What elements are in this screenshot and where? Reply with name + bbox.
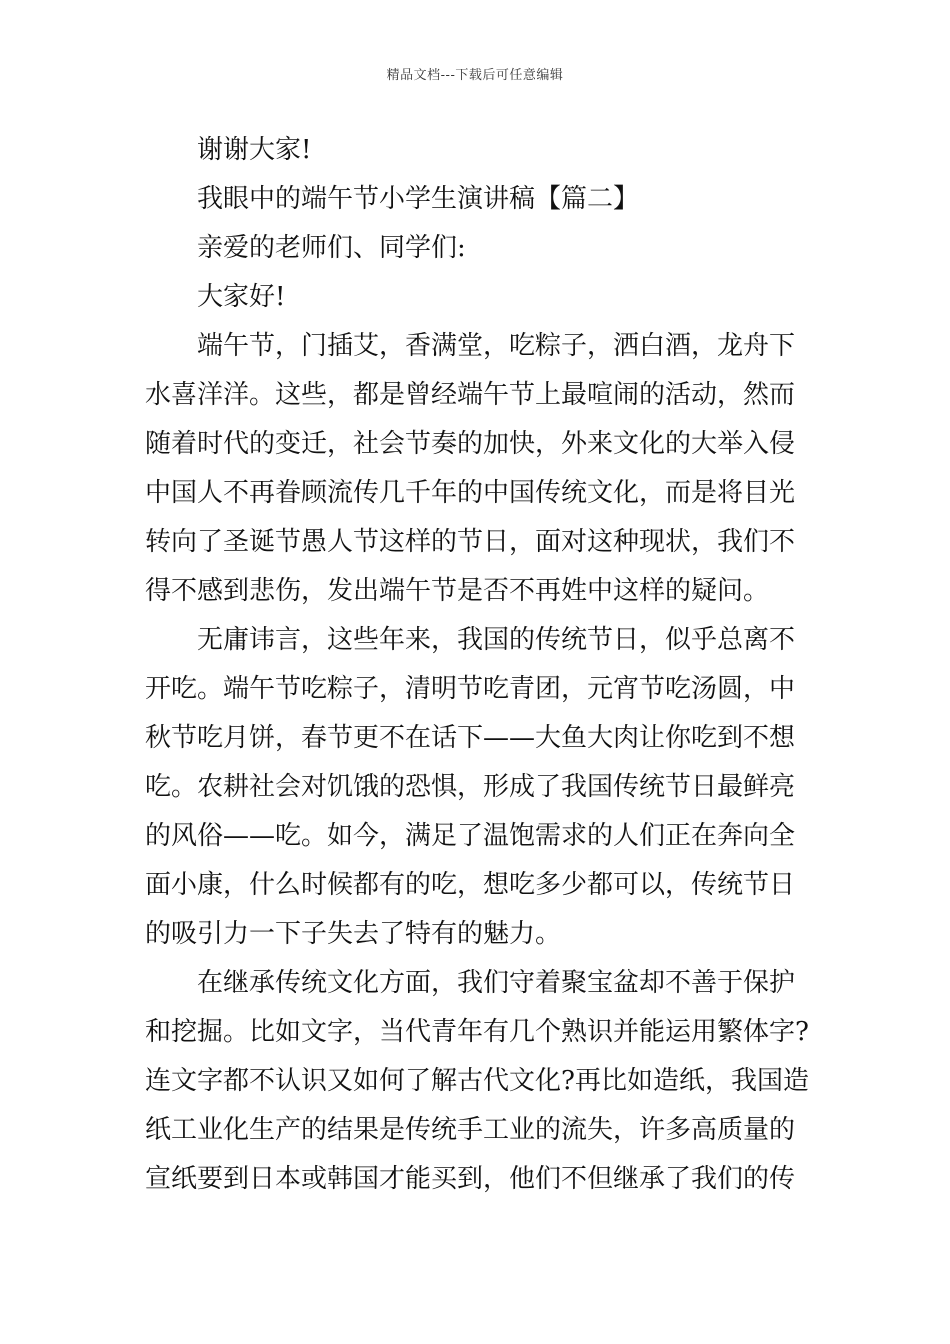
paragraph-2-line: 吃。农耕社会对饥饿的恐惧，形成了我国传统节日最鲜亮	[145, 772, 796, 802]
paragraph-1-line: 随着时代的变迁，社会节奏的加快，外来文化的大举入侵	[145, 429, 796, 459]
paragraph-1-line: 水喜洋洋。这些，都是曾经端午节上最喧闹的活动，然而	[145, 380, 796, 410]
paragraph-2-line: 无庸讳言，这些年来，我国的传统节日，似乎总离不	[197, 625, 796, 655]
paragraph-1-line: 端午节，门插艾，香满堂，吃粽子，洒白酒，龙舟下	[197, 331, 796, 361]
paragraph-2-line: 的吸引力一下子失去了特有的魅力。	[145, 919, 562, 949]
paragraph-3-line: 宣纸要到日本或韩国才能买到，他们不但继承了我们的传	[145, 1164, 796, 1194]
paragraph-1-line: 中国人不再眷顾流传几千年的中国传统文化，而是将目光	[145, 478, 796, 508]
document-body	[145, 126, 809, 1204]
paragraph-2-line: 开吃。端午节吃粽子，清明节吃青团，元宵节吃汤圆，中	[145, 674, 796, 704]
section-title: 我眼中的端午节小学生演讲稿【篇二】	[197, 184, 640, 214]
page-header: 精品文档---下载后可任意编辑	[386, 68, 564, 83]
paragraph-1-line: 得不感到悲伤，发出端午节是否不再姓中这样的疑问。	[145, 576, 770, 606]
paragraph-3-line: 在继承传统文化方面，我们守着聚宝盆却不善于保护	[197, 968, 796, 998]
paragraph-2-line: 面小康，什么时候都有的吃，想吃多少都可以，传统节日	[145, 870, 796, 900]
paragraph-2-line: 的风俗——吃。如今，满足了温饱需求的人们正在奔向全	[145, 821, 796, 851]
salutation: 亲爱的老师们、同学们:	[197, 233, 466, 263]
greeting: 大家好!	[197, 282, 286, 312]
paragraph-3-line: 和挖掘。比如文字，当代青年有几个熟识并能运用繁体字?	[145, 1017, 809, 1047]
paragraph-3-line: 纸工业化生产的结果是传统手工业的流失，许多高质量的	[145, 1115, 796, 1145]
paragraph-2-line: 秋节吃月饼，春节更不在话下——大鱼大肉让你吃到不想	[145, 723, 796, 753]
paragraph-1-line: 转向了圣诞节愚人节这样的节日，面对这种现状，我们不	[145, 527, 796, 557]
paragraph-3-line: 连文字都不认识又如何了解古代文化?再比如造纸，我国造	[145, 1066, 809, 1096]
closing-line: 谢谢大家!	[197, 135, 312, 165]
